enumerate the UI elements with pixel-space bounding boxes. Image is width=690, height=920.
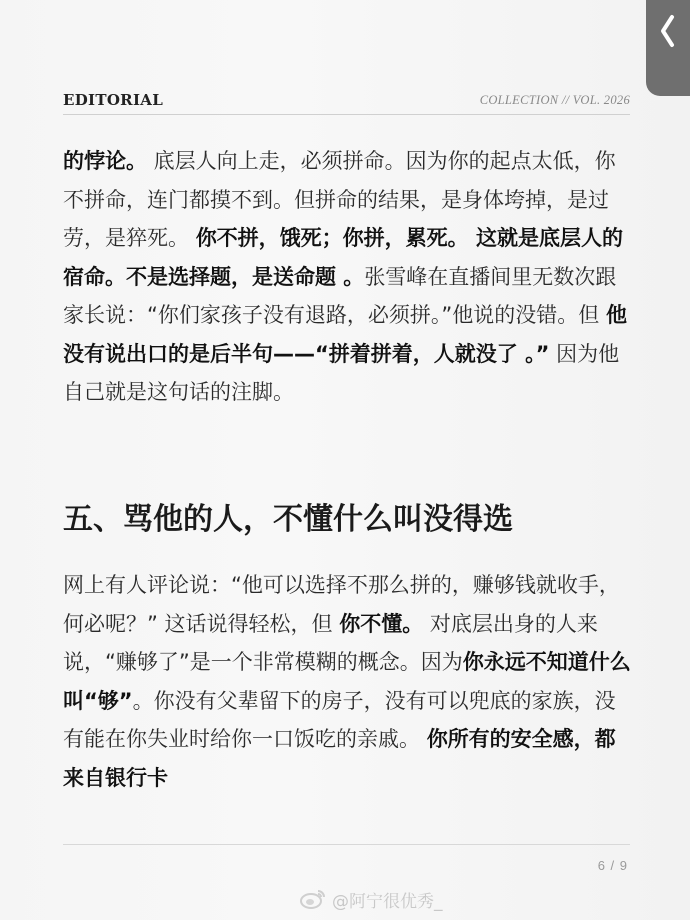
section-title: 五、骂他的人，不懂什么叫没得选 — [63, 502, 513, 537]
emphasis-text: 的悖论。 — [63, 149, 147, 173]
emphasis-text: 他没有说出口的是后半句——“拼着拼着，人就没了 。” — [63, 303, 627, 366]
collection-label: COLLECTION // VOL. 2026 — [479, 93, 630, 107]
chevron-left-icon — [658, 14, 678, 48]
body-text: 网上有人评论说：“他可以选择不那么拼的，赚够钱就收手，何必呢？” 这话说得轻松，但 — [63, 573, 620, 636]
page-number: 6 / 9 — [597, 858, 628, 873]
back-button[interactable] — [646, 0, 690, 96]
body-text: 。你没有父辈留下的房子，没有可以兜底的家族，没有能在你失业时给你一口饭吃的亲戚。 — [63, 688, 616, 751]
paragraph-1 — [63, 142, 633, 412]
page-header — [63, 88, 630, 115]
emphasis-text: 你不懂。 — [339, 611, 424, 636]
emphasis-text: 你永远不知道什么叫“够” — [63, 650, 631, 713]
body-text: 因为他自己就是这句话的注脚。 — [63, 341, 620, 404]
watermark — [300, 886, 443, 912]
body-text: 张雪峰在直播间里无数次跟家长说：“你们家孩子没有退路，必须拼。”他说的没错。但 — [63, 264, 617, 327]
watermark-text: @阿宁很优秀_ — [332, 891, 443, 912]
brand-label: EDITORIAL — [63, 91, 164, 109]
body-text: 底层人向上走，必须拼命。因为你的起点太低，你不拼命，连门都摸不到。但拼命的结果，是身体垮掉，是过劳，是猝死。 — [63, 149, 616, 250]
emphasis-text: 你所有的安全感，都来自银行卡 — [63, 727, 616, 790]
footer-divider — [63, 844, 630, 845]
paragraph-2 — [63, 566, 633, 797]
body-text: 对底层出身的人来说，“赚够了”是一个非常模糊的概念。因为 — [63, 611, 598, 674]
weibo-logo-icon — [300, 888, 326, 910]
emphasis-text: 你不拼，饿死；你拼，累死。 这就是底层人的宿命。不是选择题，是送命题 。 — [63, 226, 623, 289]
